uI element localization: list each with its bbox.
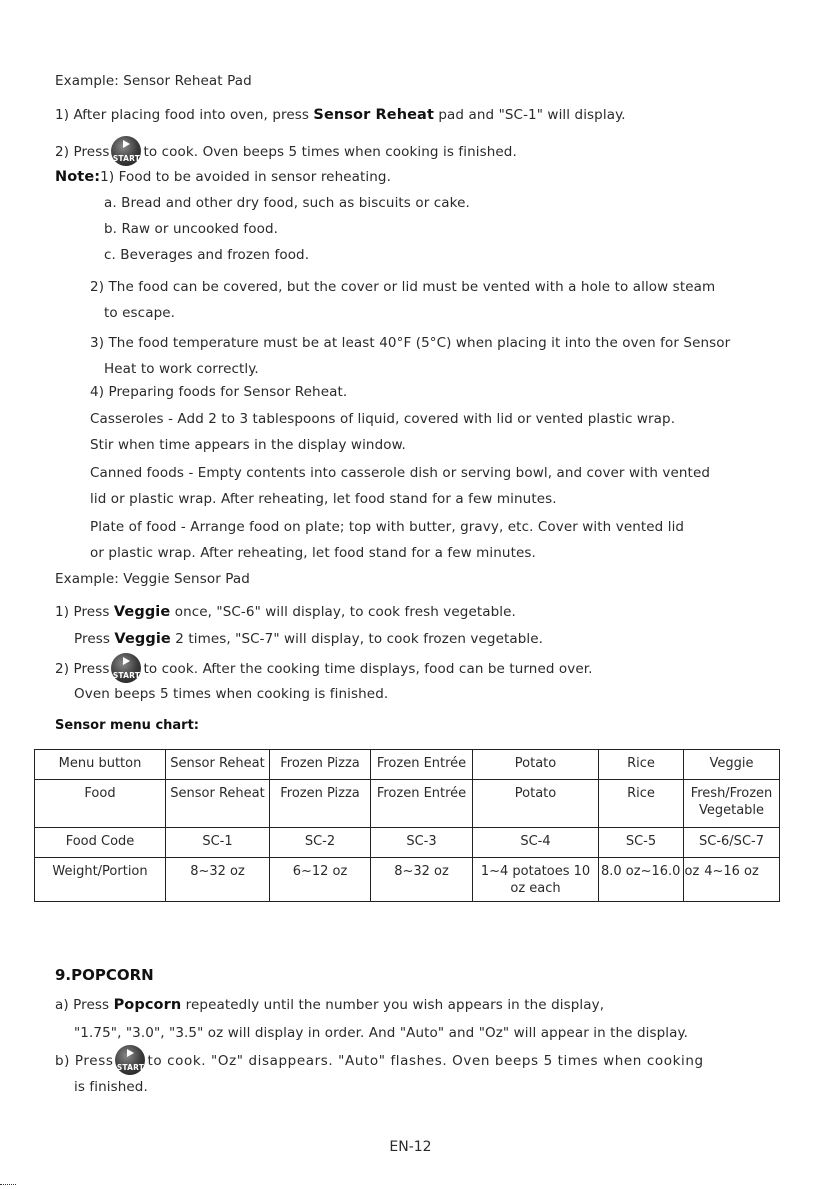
popcorn-b-line1 xyxy=(55,1052,704,1070)
canned-line2: lid or plastic wrap. After reheating, let food stand for a few minutes. xyxy=(90,491,557,507)
table-cell: Rice xyxy=(599,750,684,780)
note-line1 xyxy=(55,168,391,186)
popcorn-b-line2: is finished. xyxy=(74,1079,148,1095)
popcorn-a-line1 xyxy=(55,996,604,1014)
example1-step2-tail: to cook. Oven beeps 5 times when cooking is finished. xyxy=(143,144,517,160)
start-button-icon xyxy=(115,1045,145,1075)
example2-line3-tail: to cook. After the cooking time displays, food can be turned over. xyxy=(143,661,593,677)
note-a: a. Bread and other dry food, such as biscuits or cake. xyxy=(104,195,470,211)
table-cell: Food xyxy=(35,780,166,828)
table-cell: SC-6/SC-7 xyxy=(684,828,780,858)
example2-line4: Oven beeps 5 times when cooking is finished. xyxy=(74,686,389,702)
popcorn-heading: 9.POPCORN xyxy=(55,966,154,984)
example1-step2 xyxy=(55,143,517,161)
table-cell: Veggie xyxy=(684,750,780,780)
example2-title: Example: Veggie Sensor Pad xyxy=(55,571,250,587)
note-c: c. Beverages and frozen food. xyxy=(104,247,310,263)
table-cell: Frozen Entrée xyxy=(371,750,473,780)
table-cell: 8~32 oz xyxy=(166,858,270,902)
page-number: EN-12 xyxy=(389,1139,432,1155)
table-cell: Sensor Reheat xyxy=(166,780,270,828)
food-code-row xyxy=(35,828,780,858)
note-p3-line2: Heat to work correctly. xyxy=(104,361,259,377)
table-cell: SC-2 xyxy=(270,828,371,858)
start-button-label: START xyxy=(112,154,141,163)
plate-line2: or plastic wrap. After reheating, let food stand for a few minutes. xyxy=(90,545,536,561)
table-cell: Potato xyxy=(473,750,599,780)
corner-mark xyxy=(0,1184,16,1187)
note-line1-text: 1) Food to be avoided in sensor reheating. xyxy=(100,169,391,185)
start-button-label: START xyxy=(112,671,141,680)
example2-line3-text: 2) Press xyxy=(55,661,110,677)
popcorn-a-text: a) Press xyxy=(55,997,114,1013)
example2-line1-tail: once, "SC-6" will display, to cook fresh vegetable. xyxy=(170,604,516,620)
start-button-label: START xyxy=(116,1063,145,1072)
table-cell: SC-3 xyxy=(371,828,473,858)
casseroles-line1: Casseroles - Add 2 to 3 tablespoons of liquid, covered with lid or vented plastic wrap. xyxy=(90,411,676,427)
example1-step1-text: 1) After placing food into oven, press xyxy=(55,107,314,123)
popcorn-b-tail: to cook. "Oz" disappears. "Auto" flashes. Oven beeps 5 times when cooking xyxy=(147,1053,704,1069)
example2-line2 xyxy=(74,630,543,648)
example2-line2-tail: 2 times, "SC-7" will display, to cook frozen vegetable. xyxy=(170,631,544,647)
start-button-icon xyxy=(111,136,141,166)
sensor-menu-chart xyxy=(34,749,780,902)
note-p2-line2: to escape. xyxy=(104,305,176,321)
sensor-chart-heading: Sensor menu chart: xyxy=(55,718,199,733)
table-cell: Frozen Pizza xyxy=(270,780,371,828)
menu-button-row xyxy=(35,750,780,780)
table-cell: Frozen Entrée xyxy=(371,780,473,828)
note-p2-line1: 2) The food can be covered, but the cover or lid must be vented with a hole to allow steam xyxy=(90,279,716,295)
popcorn-b-text: b) Press xyxy=(55,1053,114,1069)
note-p4: 4) Preparing foods for Sensor Reheat. xyxy=(90,384,348,400)
veggie-pad-label-2: Veggie xyxy=(114,631,171,647)
canned-line1: Canned foods - Empty contents into casserole dish or serving bowl, and cover with vented xyxy=(90,465,711,481)
veggie-pad-label: Veggie xyxy=(113,604,171,620)
popcorn-a-line2: "1.75", "3.0", "3.5" oz will display in order. And "Auto" and "Oz" will appear in the display. xyxy=(74,1025,689,1041)
table-cell: 8~32 oz xyxy=(371,858,473,902)
weight-portion-row xyxy=(35,858,780,902)
table-cell: Weight/Portion xyxy=(35,858,166,902)
sensor-reheat-pad-label: Sensor Reheat xyxy=(313,107,434,123)
table-cell: Sensor Reheat xyxy=(166,750,270,780)
table-cell: 6~12 oz xyxy=(270,858,371,902)
table-cell: 4~16 oz xyxy=(684,858,780,902)
example1-step1 xyxy=(55,106,626,124)
example2-line1-text: 1) Press xyxy=(55,604,114,620)
example1-title: Example: Sensor Reheat Pad xyxy=(55,73,252,89)
note-label: Note: xyxy=(55,169,101,185)
table-cell: Rice xyxy=(599,780,684,828)
table-cell: Frozen Pizza xyxy=(270,750,371,780)
table-cell: 8.0 oz~16.0 oz xyxy=(599,858,684,902)
example1-step1-tail: pad and "SC-1" will display. xyxy=(433,107,626,123)
table-cell: Potato xyxy=(473,780,599,828)
example2-line3 xyxy=(55,660,593,678)
table-cell: Fresh/Frozen Vegetable xyxy=(684,780,780,828)
table-cell: SC-4 xyxy=(473,828,599,858)
popcorn-pad-label: Popcorn xyxy=(113,997,182,1013)
table-cell: Menu button xyxy=(35,750,166,780)
casseroles-line2: Stir when time appears in the display window. xyxy=(90,437,406,453)
food-row xyxy=(35,780,780,828)
example1-step2-text: 2) Press xyxy=(55,144,110,160)
start-button-icon xyxy=(111,653,141,683)
table-cell: SC-5 xyxy=(599,828,684,858)
popcorn-a-tail: repeatedly until the number you wish appears in the display, xyxy=(181,997,605,1013)
plate-line1: Plate of food - Arrange food on plate; top with butter, gravy, etc. Cover with vented lid xyxy=(90,519,685,535)
example2-line1 xyxy=(55,603,516,621)
table-cell: 1~4 potatoes 10 oz each xyxy=(473,858,599,902)
example2-line2-text: Press xyxy=(74,631,115,647)
table-cell: Food Code xyxy=(35,828,166,858)
note-p3-line1: 3) The food temperature must be at least 40°F (5°C) when placing it into the oven for Sensor xyxy=(90,335,731,351)
note-b: b. Raw or uncooked food. xyxy=(104,221,279,237)
table-cell: SC-1 xyxy=(166,828,270,858)
